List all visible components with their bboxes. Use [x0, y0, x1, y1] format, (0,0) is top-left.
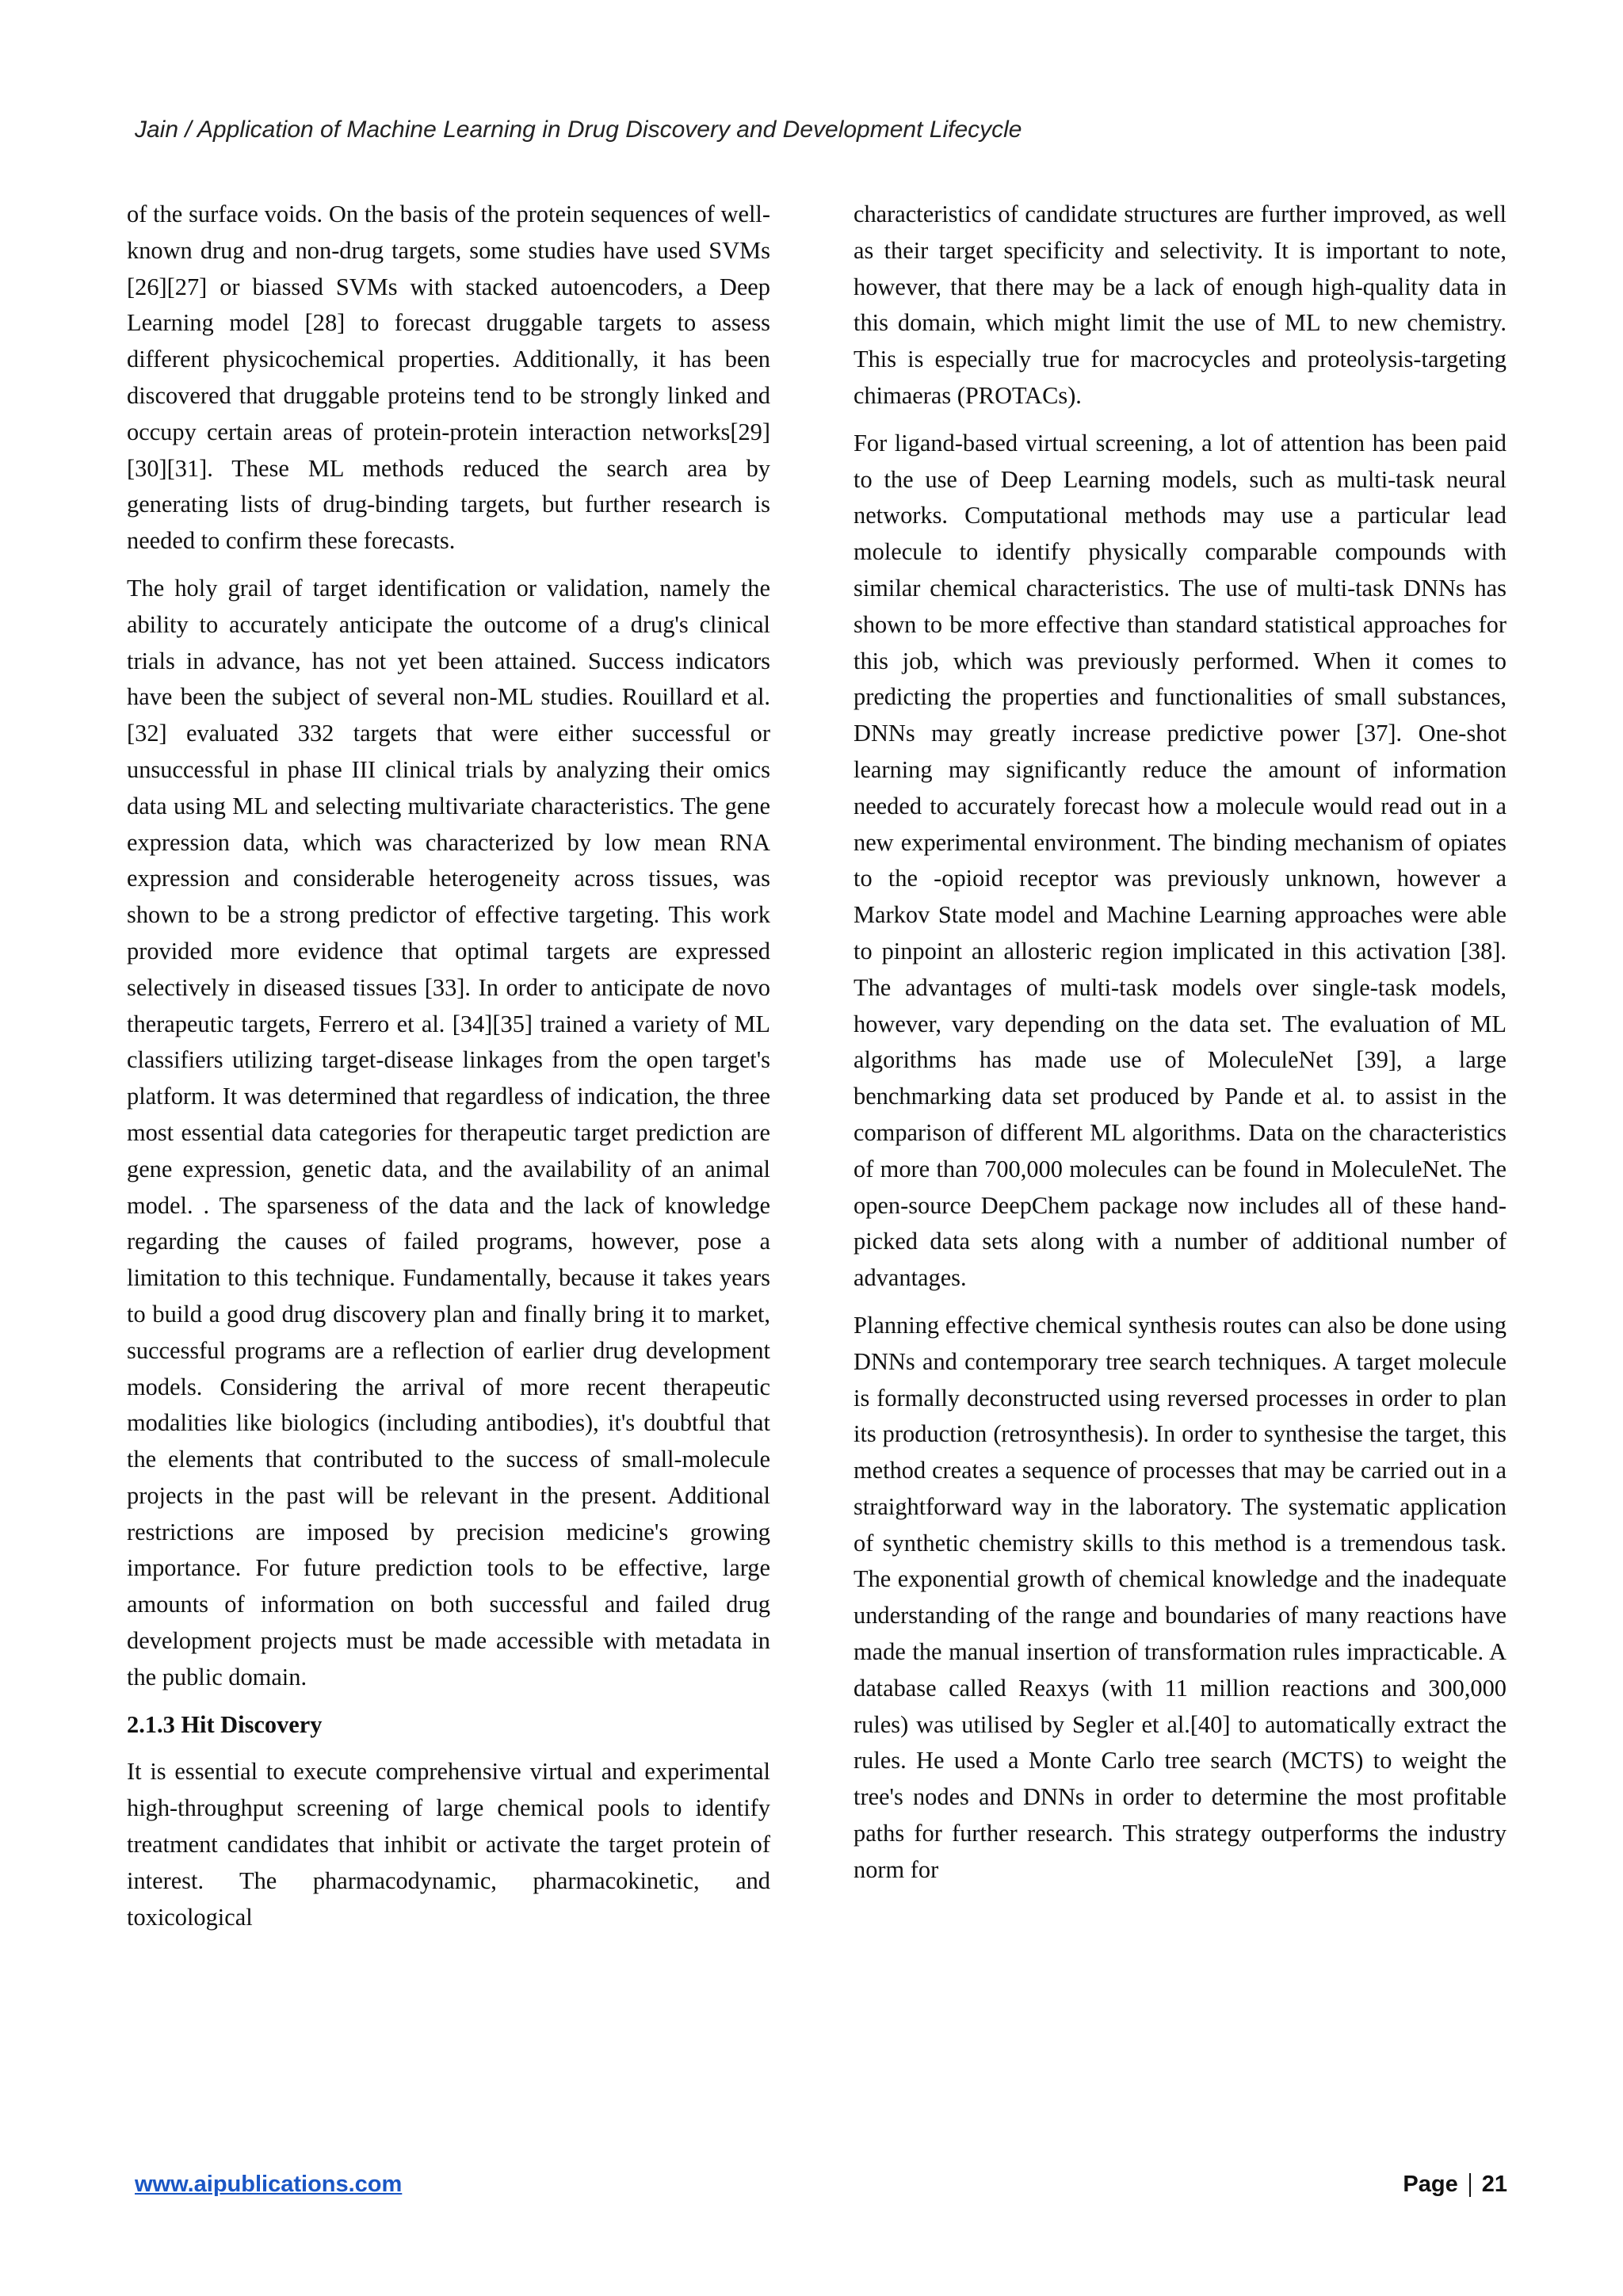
paragraph: The holy grail of target identification or validation, namely the ability to accurately anticipate the outcome of a drug's clinical trials in advance, has not yet been attained. Success indicators have been the subject of several non-ML studies. Rouillard et al.[32] evaluated 332 targets that were either successful or unsuccessful in phase III clinical trials by analyzing their omics data using ML and selecting multivariate characteristics. The gene expression data, which was characterized by low mean RNA expression and considerable heterogeneity across tissues, was shown to be a strong predictor of effective targeting. This work provided more evidence that optimal targets are expressed selectively in diseased tissues [33]. In order to anticipate de novo therapeutic targets, Ferrero et al. [34][35] trained a variety of ML classifiers utilizing target-disease linkages from the open target's platform. It was determined that regardless of indication, the three most essential data categories for therapeutic target prediction are gene expression, genetic data, and the availability of an animal model. . The sparseness of the data and the lack of knowledge regarding the causes of failed programs, however, pose a limitation to this technique. Fundamentally, because it takes years to build a good drug discovery plan and finally bring it to market, successful programs are a reflection of earlier drug development models. Considering the arrival of more recent therapeutic modalities like biologics (including antibodies), it's doubtful that the elements that contributed to the success of small-molecule projects in the past will be relevant in the present. Additional restrictions are imposed by precision medicine's growing importance. For future prediction tools to be effective, large amounts of information on both successful and failed drug development projects must be made accessible with metadata in the public domain.	[127, 574, 770, 1690]
paragraph: It is essential to execute comprehensive virtual and experimental high-throughput screening of large chemical pools to identify treatment candidates that inhibit or activate the target protein of interest. The pharmacodynamic, pharmacokinetic, and toxicological	[127, 1758, 770, 1931]
page-separator	[1469, 2173, 1471, 2197]
paragraph: Planning effective chemical synthesis routes can also be done using DNNs and contemporary tree search techniques. A target molecule is formally deconstructed using reversed processes in order to plan its production (retrosynthesis). In order to synthesise the target, this method creates a sequence of processes that may be carried out in a straightforward way in the laboratory. The systematic application of synthetic chemistry skills to this method is a tremendous task. The exponential growth of chemical knowledge and the inadequate understanding of the range and boundaries of many reactions have made the manual insertion of transformation rules impracticable. A database called Reaxys (with 11 million reactions and 300,000 rules) was utilised by Segler et al.[40] to automatically extract the rules. He used a Monte Carlo tree search (MCTS) to weight the tree's nodes and DNNs in order to determine the most profitable paths for further research. This strategy outperforms the industry norm for	[854, 1311, 1507, 1883]
running-header: Jain / Application of Machine Learning in Drug Discovery and Development Lifecycle	[135, 117, 1022, 143]
website-link[interactable]: www.aipublications.com	[135, 2172, 403, 2197]
left-column	[127, 197, 770, 1946]
right-column	[854, 197, 1507, 1900]
paragraph: of the surface voids. On the basis of the protein sequences of well-known drug and non-drug targets, some studies have used SVMs [26][27] or biassed SVMs with stacked autoencoders, a Deep Learning model [28] to forecast druggable targets to assess different physicochemical properties. Additionally, it has been discovered that druggable proteins tend to be strongly linked and occupy certain areas of protein-protein interaction networks[29][30][31]. These ML methods reduced the search area by generating lists of drug-binding targets, but further research is needed to confirm these forecasts.	[127, 201, 770, 555]
page-label: Page	[1403, 2172, 1458, 2197]
paragraph: characteristics of candidate structures are further improved, as well as their target specificity and selectivity. It is important to note, however, that there may be a lack of enough high-quality data in this domain, which might limit the use of ML to new chemistry. This is especially true for macrocycles and proteolysis-targeting chimaeras (PROTACs).	[854, 201, 1507, 409]
section-heading: 2.1.3 Hit Discovery	[127, 1710, 323, 1738]
page-number	[1403, 2172, 1507, 2198]
page-number-value: 21	[1481, 2172, 1507, 2197]
paragraph: For ligand-based virtual screening, a lot of attention has been paid to the use of Deep Learning models, such as multi-task neural networks. Computational methods may use a particular lead molecule to identify physically comparable compounds with similar chemical characteristics. The use of multi-task DNNs has shown to be more effective than standard statistical approaches for this job, which was previously performed. When it comes to predicting the properties and functionalities of small substances, DNNs may greatly increase predictive power [37]. One-shot learning may significantly reduce the amount of information needed to accurately forecast how a molecule would read out in a new experimental environment. The binding mechanism of opiates to the -opioid receptor was previously unknown, however a Markov State model and Machine Learning approaches were able to pinpoint an allosteric region implicated in this activation [38]. The advantages of multi-task models over single-task models, however, vary depending on the data set. The evaluation of ML algorithms has made use of MoleculeNet [39], a large benchmarking data set produced by Pande et al. to assist in the comparison of different ML algorithms. Data on the characteristics of more than 700,000 molecules can be found in MoleculeNet. The open-source DeepChem package now includes all of these hand-picked data sets along with a number of additional number of advantages.	[854, 429, 1507, 1292]
